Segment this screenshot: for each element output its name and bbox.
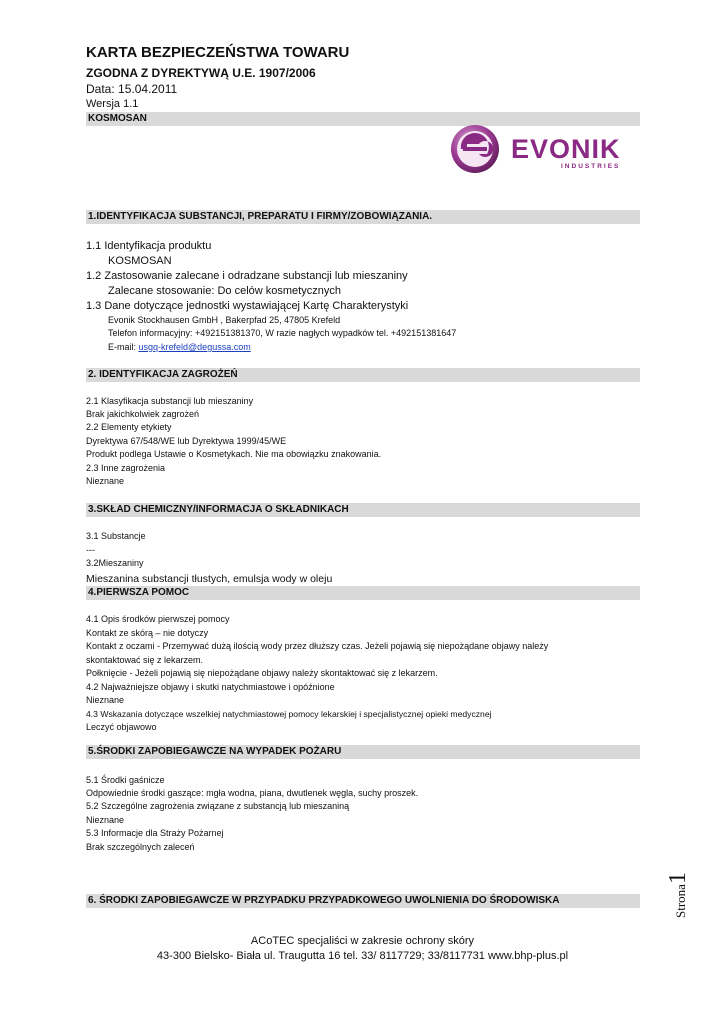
page-label: Strona: [673, 884, 688, 918]
section-6-heading: 6. ŚRODKI ZAPOBIEGAWCZE W PRZYPADKU PRZYPADKOWEGO UWOLNIENIA DO ŚRODOWISKA: [88, 895, 560, 906]
section-3-line: 3.1 Substancje: [86, 531, 146, 541]
section-5-heading: 5.ŚRODKI ZAPOBIEGAWCZE NA WYPADEK POŻARU: [88, 746, 342, 757]
section-6-heading-bar: [86, 894, 640, 908]
section-4-line: Kontakt z oczami - Przemywać dużą ilością wody przez dłuższy czas. Jeżeli pojawią się niepożądane objawy należy: [86, 641, 549, 651]
section-3-heading-bar: [86, 503, 640, 517]
section-2-line: Brak jakichkolwiek zagrożeń: [86, 409, 200, 419]
document-date: Data: 15.04.2011: [86, 82, 178, 96]
logo-brand-text: EVONIK: [511, 134, 621, 164]
section-4-line: 4.2 Najważniejsze objawy i skutki natychmiastowe i opóźnione: [86, 682, 335, 692]
section-4-heading-bar: [86, 586, 640, 600]
page-number-value: 1: [665, 872, 691, 885]
footer-line-2: 43-300 Bielsko- Biała ul. Traugutta 16 tel. 33/ 8117729; 33/8117731 www.bhp-plus.pl: [156, 950, 569, 962]
section-3-heading: 3.SKŁAD CHEMICZNY/INFORMACJA O SKŁADNIKACH: [88, 504, 349, 515]
section-5-line: Odpowiednie środki gaszące: mgła wodna, piana, dwutlenek węgla, suchy proszek.: [86, 788, 419, 798]
document-title: KARTA BEZPIECZEŃSTWA TOWARU: [86, 44, 350, 61]
footer-line-1: ACoTEC specjaliści w zakresie ochrony skóry: [250, 935, 475, 947]
section-2-line: Dyrektywa 67/548/WE lub Dyrektywa 1999/45/WE: [86, 436, 287, 446]
evonik-logo: [449, 120, 641, 178]
section-4-line: Nieznane: [86, 695, 125, 705]
page-number: [665, 860, 705, 920]
section-2-line: Nieznane: [86, 476, 125, 486]
section-2-line: 2.3 Inne zagrożenia: [86, 463, 166, 473]
section-1-heading-bar: [86, 210, 640, 224]
section-4-heading: 4.PIERWSZA POMOC: [88, 587, 190, 598]
section-1-line: Evonik Stockhausen GmbH , Bakerpfad 25, 47805 Krefeld: [108, 315, 341, 325]
section-4-line: Leczyć objawowo: [86, 722, 157, 732]
section-1-line: 1.1 Identyfikacja produktu: [86, 240, 212, 252]
section-5-line: 5.1 Środki gaśnicze: [86, 775, 165, 785]
section-1-line: Telefon informacyjny: +492151381370, W razie nagłych wypadków tel. +492151381647: [108, 328, 457, 338]
section-1-line: Zalecane stosowanie: Do celów kosmetycznych: [108, 285, 341, 297]
section-4-line: skontaktować się z lekarzem.: [86, 655, 204, 665]
section-3-line: 3.2Mieszaniny: [86, 558, 144, 568]
document-version: Wersja 1.1: [86, 98, 139, 110]
section-1-line: 1.3 Dane dotyczące jednostki wystawiającej Kartę Charakterystyki: [86, 300, 409, 312]
section-1-line: 1.2 Zastosowanie zalecane i odradzane substancji lub mieszaniny: [86, 270, 408, 282]
section-2-line: 2.1 Klasyfikacja substancji lub mieszaniny: [86, 396, 254, 406]
section-2-heading-bar: [86, 368, 640, 382]
section-5-line: 5.3 Informacje dla Straży Pożarnej: [86, 828, 224, 838]
section-4-line: Kontakt ze skórą – nie dotyczy: [86, 628, 209, 638]
section-1-heading: 1.IDENTYFIKACJA SUBSTANCJI, PREPARATU I FIRMY/ZOBOWIĄZANIA.: [88, 211, 433, 222]
product-name: KOSMOSAN: [88, 113, 147, 124]
section-2-line: Produkt podlega Ustawie o Kosmetykach. Nie ma obowiązku znakowania.: [86, 449, 382, 459]
section-5-line: 5.2 Szczególne zagrożenia związane z substancją lub mieszaniną: [86, 801, 350, 811]
document-subtitle: ZGODNA Z DYREKTYWĄ U.E. 1907/2006: [86, 66, 316, 80]
section-4-line: 4.1 Opis środków pierwszej pomocy: [86, 614, 230, 624]
section-5-heading-bar: [86, 745, 640, 759]
section-4-line: Połknięcie - Jeżeli pojawią się niepożądane objawy należy skontaktować się z lekarzem.: [86, 668, 438, 678]
section-2-heading: 2. IDENTYFIKACJA ZAGROŻEŃ: [88, 369, 238, 380]
section-3-line: ---: [86, 545, 95, 555]
email-link[interactable]: usgq-krefeld@degussa.com: [138, 342, 251, 352]
section-2-line: 2.2 Elementy etykiety: [86, 422, 172, 432]
email-line: [108, 342, 251, 352]
section-3-line: Mieszanina substancji tłustych, emulsja wody w oleju: [86, 573, 333, 585]
section-1-line: KOSMOSAN: [108, 255, 172, 267]
section-5-line: Nieznane: [86, 815, 125, 825]
logo-tagline: INDUSTRIES: [561, 163, 621, 170]
section-5-line: Brak szczególnych zaleceń: [86, 842, 195, 852]
section-4-line: 4.3 Wskazania dotyczące wszelkiej natychmiastowej pomocy lekarskiej i specjalistycznej opieki medycznej: [86, 709, 492, 719]
email-label: E-mail:: [108, 342, 139, 352]
